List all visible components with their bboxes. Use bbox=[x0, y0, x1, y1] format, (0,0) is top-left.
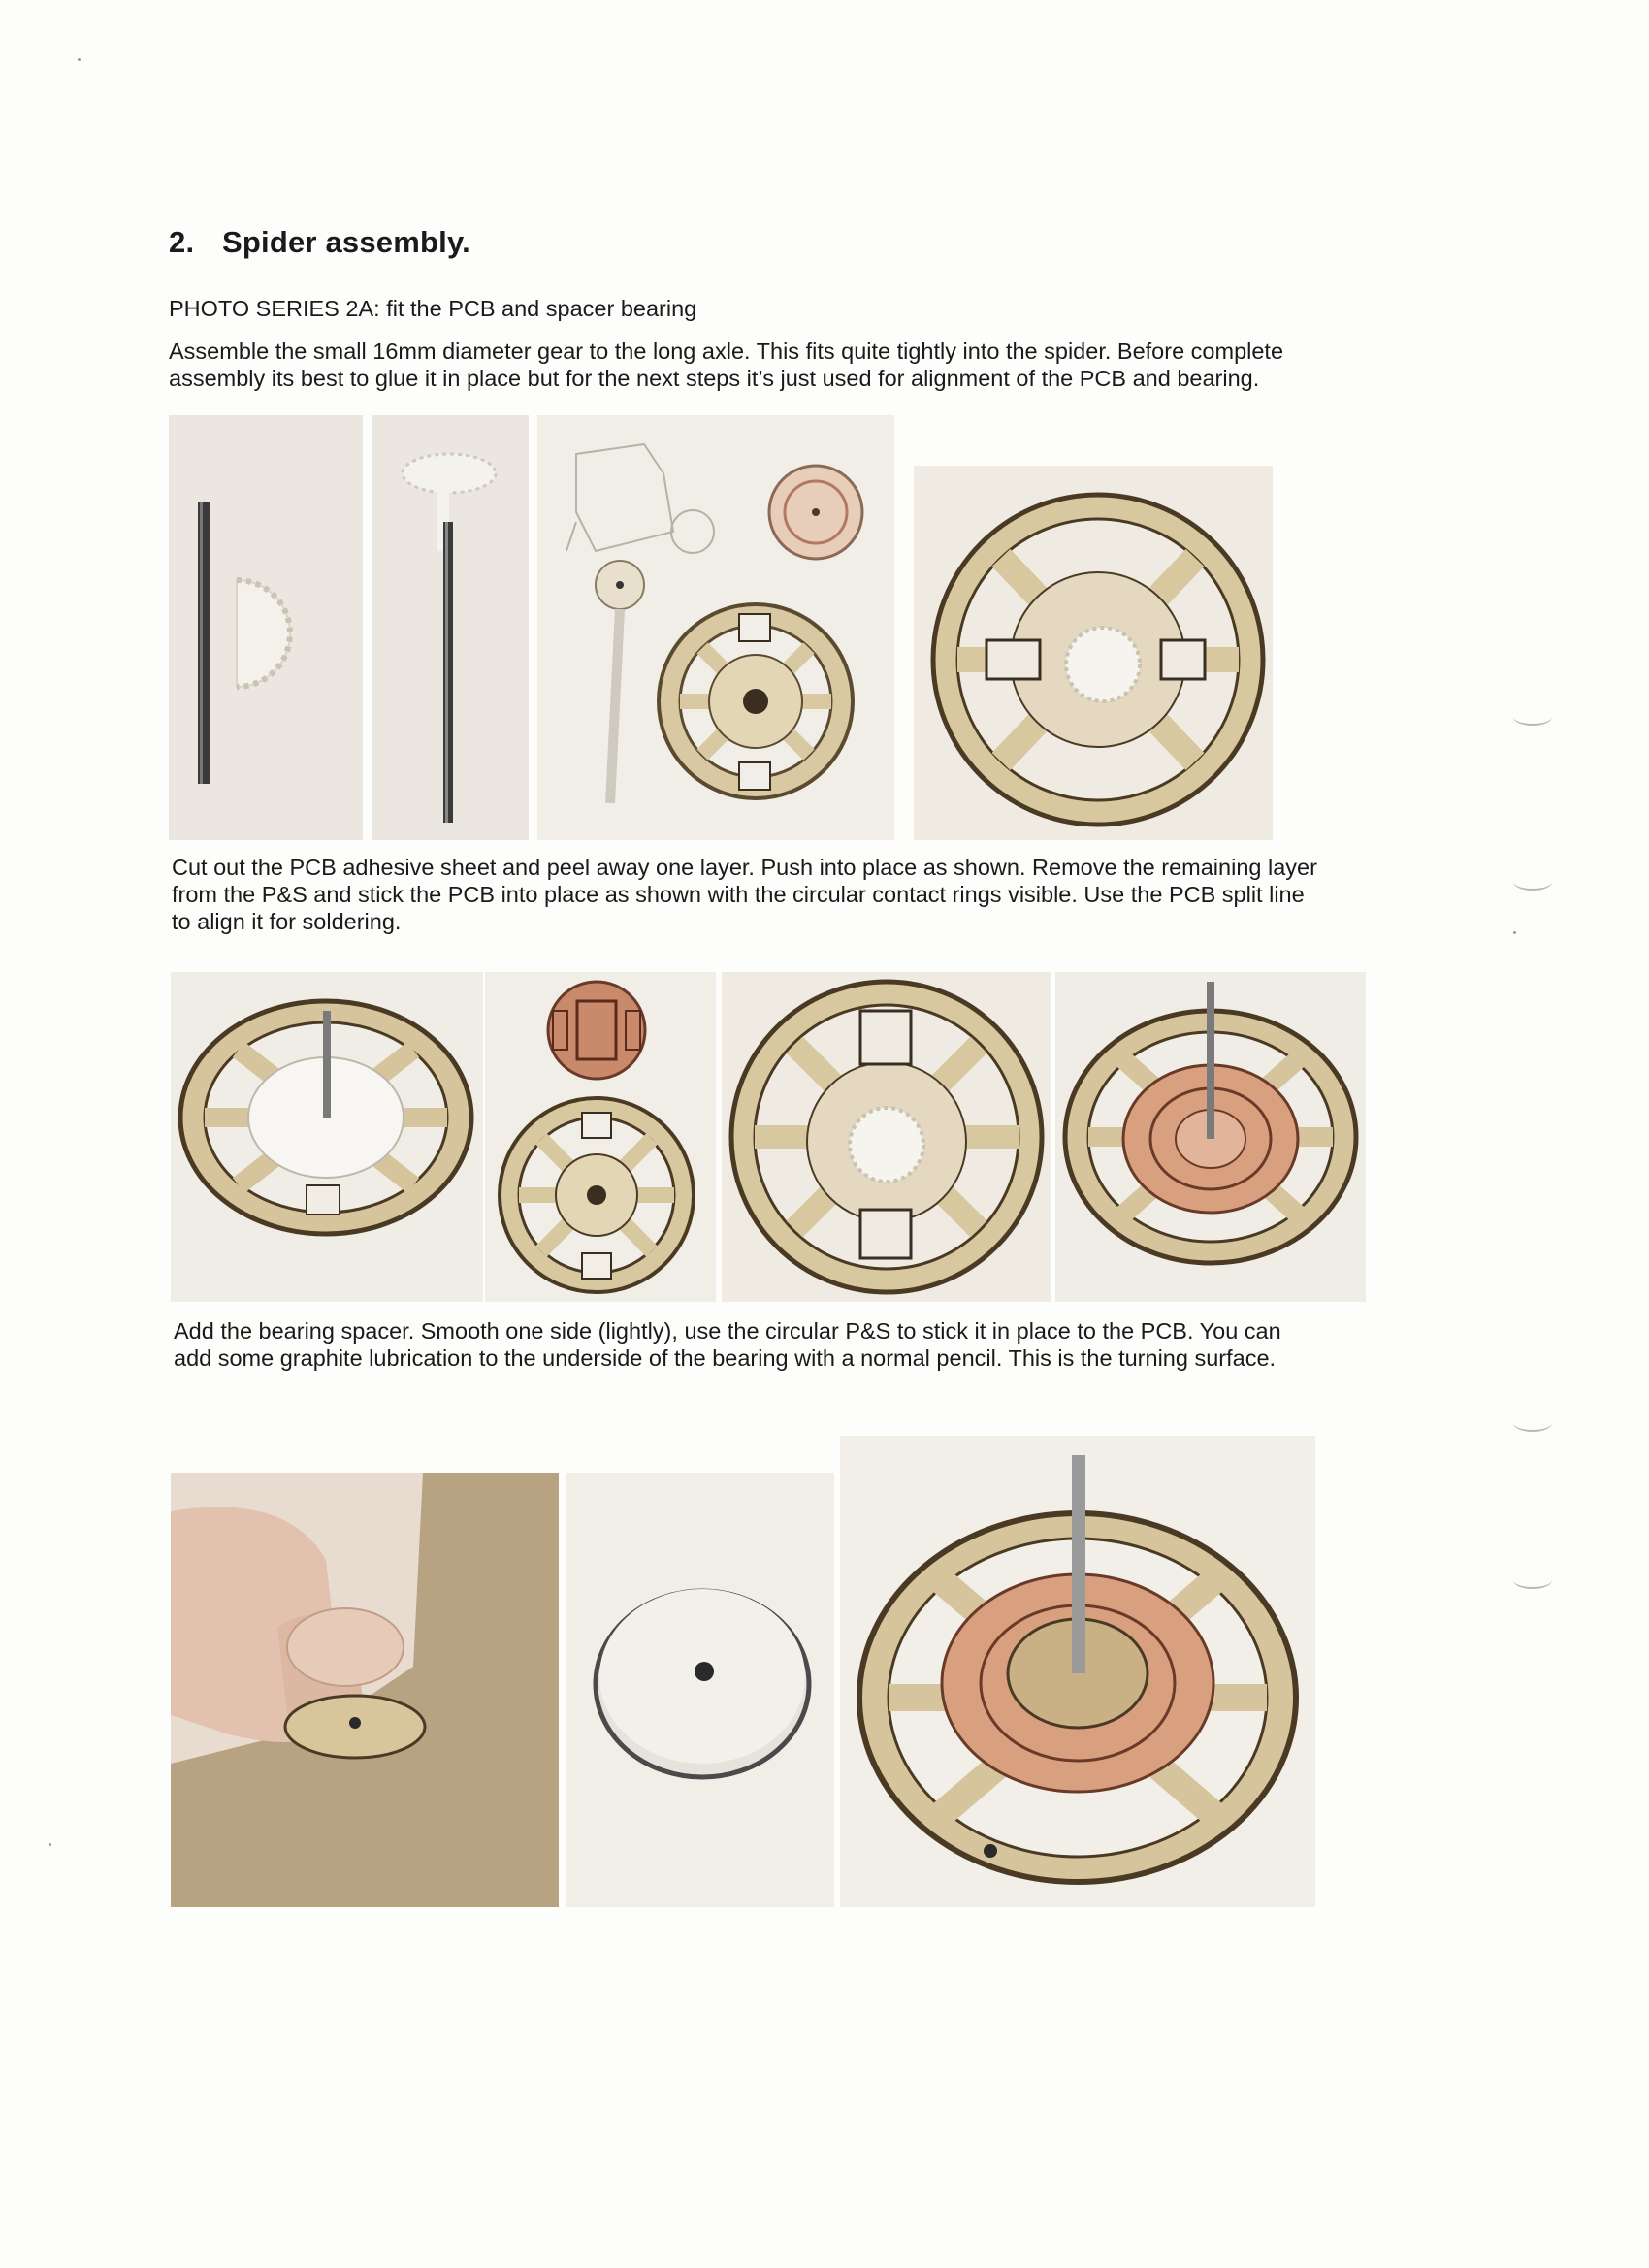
paragraph-1 bbox=[169, 338, 1469, 392]
section-number: 2. bbox=[169, 225, 195, 259]
paragraph-1-line-2: assembly its best to glue it in place but for the next steps it’s just used for alignment of the PCB and bearing. bbox=[169, 366, 1260, 391]
paragraph-3-line-1: Add the bearing spacer. Smooth one side (lightly), use the circular P&S to stick it in place to the PCB. You can bbox=[174, 1318, 1281, 1344]
scan-speck bbox=[48, 1843, 51, 1846]
photo-parts-layout bbox=[537, 415, 894, 840]
paragraph-2 bbox=[172, 854, 1471, 935]
photo-spider-gear-pcb-side bbox=[722, 972, 1051, 1302]
paragraph-2-line-2: from the P&S and stick the PCB into place as shown with the circular contact rings visible. Use the PCB split line bbox=[172, 882, 1305, 907]
photo-spider-with-gear bbox=[914, 466, 1273, 840]
photo-sanding-bearing bbox=[171, 1473, 559, 1907]
photo-pcb-and-spider bbox=[485, 972, 716, 1302]
paragraph-3-line-2: add some graphite lubrication to the underside of the bearing with a normal pencil. This is the turning surface. bbox=[174, 1345, 1277, 1371]
series-label: PHOTO SERIES 2A: fit the PCB and spacer bearing bbox=[169, 296, 697, 321]
photo-spider-with-adhesive bbox=[171, 972, 483, 1302]
scan-speck bbox=[78, 58, 81, 61]
scan-mark bbox=[1513, 1414, 1552, 1432]
section-heading bbox=[169, 225, 470, 260]
photo-axle-and-gear bbox=[169, 415, 363, 840]
scan-mark bbox=[1513, 708, 1552, 726]
photo-pcb-fitted bbox=[1055, 972, 1366, 1302]
photo-bearing-fitted bbox=[840, 1436, 1315, 1907]
paragraph-1-line-1: Assemble the small 16mm diameter gear to the long axle. This fits quite tightly into the spider. Before complete bbox=[169, 339, 1284, 364]
scan-speck bbox=[1513, 931, 1516, 934]
scan-mark bbox=[1513, 873, 1552, 891]
photo-bearing-spacer bbox=[566, 1473, 834, 1907]
paragraph-2-line-3: to align it for soldering. bbox=[172, 909, 402, 934]
paragraph-3 bbox=[174, 1317, 1473, 1372]
paragraph-2-line-1: Cut out the PCB adhesive sheet and peel away one layer. Push into place as shown. Remove the remaining layer bbox=[172, 855, 1317, 880]
photo-gear-on-axle bbox=[372, 415, 529, 840]
scan-mark bbox=[1513, 1571, 1552, 1589]
section-title: Spider assembly. bbox=[222, 225, 470, 259]
